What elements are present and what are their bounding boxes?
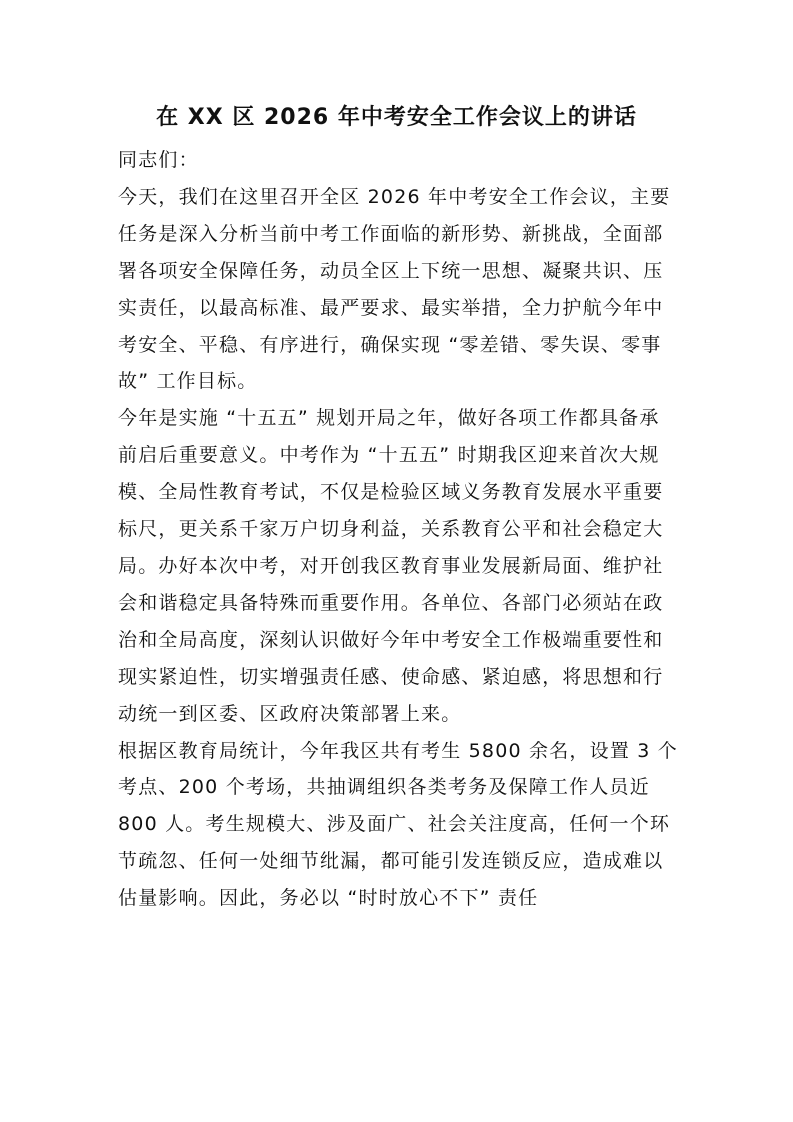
document-body: [118, 142, 678, 917]
paragraph-opening: 今天，我们在这里召开全区 2026 年中考安全工作会议，主要任务是深入分析当前中考工作面临的新形势、新挑战，全面部署各项安全保障任务，动员全区上下统一思想、凝聚共识、压实责任，以最高标准、最严要求、最实举措，全力护航今年中考安全、平稳、有序进行，确保实现 “零差错、零失误、零事故” 工作目标。: [118, 185, 671, 393]
salutation: 同志们：: [118, 149, 199, 171]
paragraph-significance: 今年是实施 “十五五” 规划开局之年，做好各项工作都具备承前启后重要意义。中考作为 “十五五” 时期我区迎来首次大规模、全局性教育考试，不仅是检验区域义务教育发展水平重要标尺，更关系千家万户切身利益，关系教育公平和社会稳定大局。办好本次中考，对开创我区教育事业发展新局面、维护社会和谐稳定具备特殊而重要作用。各单位、各部门必须站在政治和全局高度，深刻认识做好今年中考安全工作极端重要性和现实紧迫性，切实增强责任感、使命感、紧迫感，将思想和行动统一到区委、区政府决策部署上来。: [118, 407, 664, 725]
document-title: 在 XX 区 2026 年中考安全工作会议上的讲话: [156, 105, 637, 130]
paragraph-statistics: 根据区教育局统计，今年我区共有考生 5800 余名，设置 3 个考点、200 个考场，共抽调组织各类考务及保障工作人员近 800 人。考生规模大、涉及面广、社会关注度高，任何一个环节疏忽、任何一处细节纰漏，都可能引发连锁反应，造成难以估量影响。因此，务必以 “时时放心不下” 责任: [118, 739, 679, 910]
